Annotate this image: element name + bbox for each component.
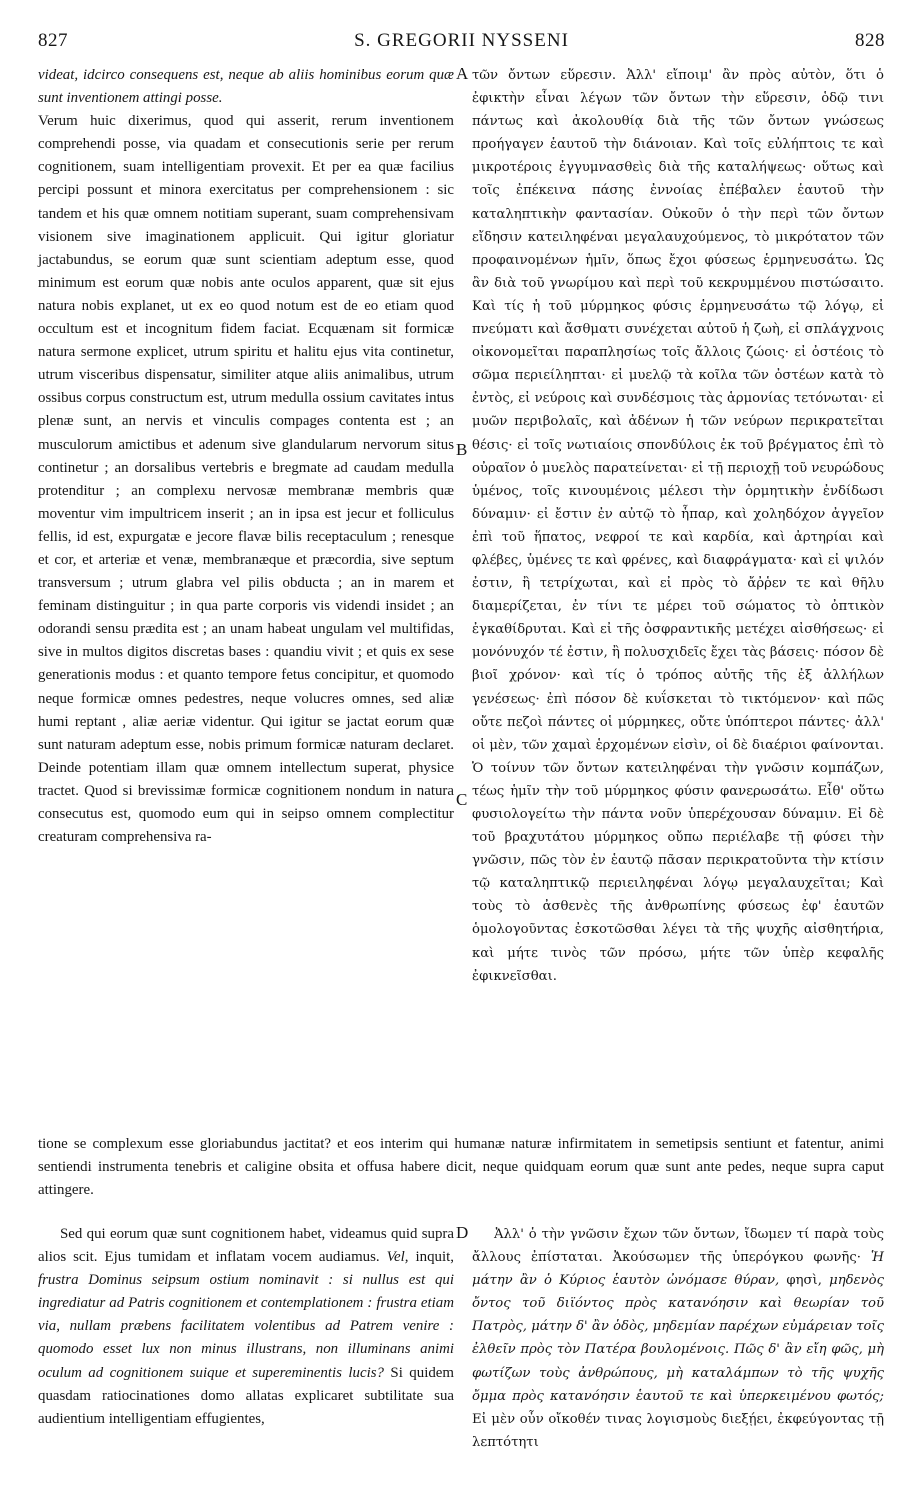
margin-marker-d: D [456,1223,469,1242]
greek-column-bottom [472,1223,884,1454]
latin-wide-paragraph: tione se complexum esse gloriabundus jactitat? et eos interim qui humanæ naturæ infirmitatem in semetipsis sentiunt et fatentur, animi sentiendi instrumenta tenebris et caligine obsita et offusa habere dicit, neque quidquam eorum quæ sunt ante pedes, neque supra caput attingere. [38,1136,884,1199]
greek-quotation: Ἡ μάτην ἂν ὁ Κύριος ἑαυτὸν ὠνόμασε θύραν, [472,1250,884,1289]
latin-bottom-rest: Si quidem quasdam ratiocinationes domo allatas explicaret subtilitate sua audientium intelligentiam effugientes, [38,1364,454,1427]
page-number-left: 827 [38,30,68,51]
page-number-right: 828 [855,30,885,51]
greek-paragraph: τῶν ὄντων εὕρεσιν. Ἀλλ' εἴποιμ' ἂν πρὸς αὐτὸν, ὅτι ὁ ἐφικτὴν εἶναι λέγων τῶν ὄντων τὴν εὕρεσιν, ὁδῷ τινι πάντως καὶ ἀκολουθίᾳ διὰ τῆς τῶν ὄντων γνώσεως προήγαγεν ἑαυτοῦ τὴν διάνοιαν. Καὶ τοῖς εὐλήπτοις τε καὶ μικροτέροις ἐγγυμνασθεὶς διὰ τῆς καταλήψεως· οὕτως καὶ τοῖς ἐπέκεινα πάσης ἐννοίας ἐπέβαλεν ἑαυτοῦ τὴν καταληπτικὴν φαντασίαν. Οὐκοῦν ὁ τὴν περὶ τῶν ὄντων εἴδησιν κατειληφέναι μεγαλαυχούμενος, τὸ μικρότατον τῶν προφαινομένων ἡμῖν, ὅπως ἔχοι φύσεως ἑρμηνευσάτω. Ὡς ἂν διὰ τοῦ γνωρίμου καὶ περὶ τοῦ κεκρυμμένου πιστώσαιτο. Καὶ τίς ἡ τοῦ μύρμηκος φύσις ἑρμηνευσάτω τῷ λόγῳ, εἰ πνεύματι καὶ ἄσθματι συνέχεται αὐτοῦ ἡ ζωὴ, εἰ σπλάγχνοις οἰκονομεῖται παραπλησίως τοῖς ἄλλοις ζώοις· εἰ ὀστέοις τὸ σῶμα περιείληπται· εἰ μυελῷ τὰ κοῖλα τῶν ὀστέων κατὰ τὸ ἐντὸς, εἰ νεύροις καὶ συνδέσμοις τὰς ἁρμονίας τετόνωται· εἰ μυῶν περιβολαῖς, καὶ ἀδένων ἡ τῶν νεύρων περικρατεῖται θέσις· εἰ τοῖς νωτιαίοις σπονδύλοις ἐκ τοῦ βρέγματος ἐπὶ τὸ οὐραῖον ὁ μυελὸς παρατείνεται· εἰ τῇ περιοχῇ τοῦ νευρώδους ὑμένος, τοῖς κινουμένοις μέλεσι τὴν ὁρμητικὴν ἐνδίδωσι δύναμιν· εἰ ἔστιν ἐν αὐτῷ τὸ ἧπαρ, καὶ χοληδόχον ἀγγεῖον ἐπὶ τοῦ ἥπατος, νεφροί τε καὶ καρδία, καὶ ἀρτηρίαι καὶ φλέβες, ὑμένες τε καὶ φρένες, καὶ διαφράγματα· καὶ εἰ ψιλόν ἐστιν, ἢ τετρίχωται, καὶ εἰ πρὸς τὸ ἄῤῥεν τε καὶ θῆλυ διαμερίζεται, ἐν τίνι τε μέρει τοῦ σώματος τὸ ὀπτικὸν ἐγκαθίδρυται. Καὶ εἰ τῆς ὀσφραντικῆς μετέχει αἰσθήσεως· εἰ μονόνυχόν τέ ἐστιν, ἢ πολυσχιδεῖς ἔχει τὰς βάσεις· πόσον δὲ βιοῖ χρόνον· καὶ τίς ὁ τρόπος αὐτῆς τῆς ἐξ ἀλλήλων γενέσεως· ἐπὶ πόσον δὲ κυΐσκεται τὸ τικτόμενον· καὶ πῶς οὔτε πεζοὶ πάντες οἱ μύρμηκες, οὔτε ὑπόπτεροι πάντες· ἀλλ' οἱ μὲν, τῶν χαμαὶ ἑρχομένων εἰσὶν, οἱ δὲ διαέριοι φαίνονται. Ὁ τοίνυν τῶν ὄντων κατειληφέναι τὴν γνῶσιν κομπάζων, τέως ἡμῖν τὴν τοῦ μύρμηκος φύσιν φανερωσάτω. Εἶθ' οὕτω φυσιολογείτω τὴν πάντα νοῦν ὑπερέχουσαν δύναμιν. Εἰ δὲ τοῦ βραχυτάτου μύρμηκος οὔπω περιέλαβε τῇ φύσει τὴν γνῶσιν, πῶς τὸν ἐν ἑαυτῷ πᾶσαν περικρατοῦντα τὴν κτίσιν τῷ καταληπτικῷ περιειληφέναι λόγῳ μεγαλαυχεῖται; Καὶ τοὺς τὸ ἀσθενὲς τῆς ἀνθρωπίνης φύσεως ἐφ' ἑαυτῶν ὁμολογοῦντας ἐσκοτῶσθαι λέγει τὰ τῆς ψυχῆς αἰσθητήρια, καὶ μήτε τινὸς τῶν πρόσω, μήτε τῶν ὑπὲρ κεφαλῆς ἐφικνεῖσθαι. [472,68,884,984]
page-header [38,30,885,56]
latin-quotation: frustra Dominus seipsum ostium nominavit : si nullus est qui ingrediatur ad Patris cognitionem et contemplationem : frustra etiam via, nullam præbens facilitatem volentibus ad Patrem venire : quomodo esset lux non minus illustrans, non illuminans animi oculum ad cognitionem suique et supereminentis lucis? [38,1272,454,1381]
greek-phesi: φησὶ, [786,1273,822,1289]
latin-full-width-text [38,1133,884,1202]
greek-bottom-rest: Εἰ μὲν οὖν οἴκοθέν τινας λογισμοὺς διεξῄει, ἐκφεύγοντας τῇ λεπτότητι [472,1411,884,1450]
latin-bottom-intro: Sed qui eorum quæ sunt cognitionem habet, videamus quid supra alios scit. Ejus tumidam et inflatam vocem audiamus. [38,1226,454,1266]
latin-italic-intro: videat, idcirco consequens est, neque ab aliis hominibus eorum quæ sunt inventionem attingi posse. [38,67,454,107]
latin-inquit: inquit, [415,1249,454,1266]
greek-bottom-paragraph [472,1223,884,1454]
latin-paragraph: Verum huic dixerimus, quod qui asserit, rerum inventionem comprehendi posse, via quadam et consecutionis serie per rerum cognitionem, suam intelligentiam provexit. Et per ea quæ facilius percipi possunt et minora exercitatus per comprehensionem : sic tandem et his quæ omnem notitiam superant, suam comprehensivam visionem sive imaginationem applicuit. Qui igitur gloriatur jactabundus, se eorum quæ sunt scientiam adeptum esse, quod minimum est eorum quæ nobis ante oculos apparent, quæ sit ejus natura nobis explanet, ut ex eo quod notum est de eo etiam quod occultum est et incognitum fidem faciat. Ecquænam sit formicæ natura sermone explicet, utrum spiritu et halitu ejus vita continetur, utrum visceribus dispensatur, similiter atque aliis animalibus, utrum ossibus corpus constructum est, utrum medulla ossium cavitates intus plenæ sunt, an nervis et vinculis compages contenta est ; an musculorum amictibus et adenum sive glandularum nervorum situs continetur ; an dorsalibus vertebris e bregmate ad caudam medulla protenditur ; an complexu nervosæ membranæ membris quæ moventur vim impultricem inserit ; an in ipsa est jecur et folliculus fellis, id est, expurgatæ e jecore flavæ bilis receptaculum ; renesque et cor, et arteriæ et venæ, membranæque et præcordia, sive septum transversum ; utrum glabra vel pilis obducta ; an in marem et feminam distinguitur ; in qua parte corporis vis videndi insidet ; an odorandi sensu prædita est ; an unam habeat ungulam vel multifidas, sive in multos digitos discretas bases : quandiu vivit ; et quis ex sese generationis modus : et quanto tempore fetus concipitur, et quomodo neque formicæ omnes pedestres, neque volucres omnes, sed aliæ humi reptant , aliæ aeriæ videntur. Qui igitur se jactat eorum quæ sunt naturam adeptum esse, nobis primum formicæ naturam declaret. Deinde potentiam illam quæ omnem intellectum superat, physice tractet. Quod si brevissimæ formicæ cognitionem nondum in natura consecutus est, quomodo eum qui in seipso omnem complectitur creaturam comprehensiva ra- [38,113,454,846]
latin-vel: Vel, [386,1249,409,1266]
latin-column-bottom [38,1223,454,1431]
margin-marker-a: A [456,64,469,83]
latin-bottom-paragraph [38,1223,454,1431]
latin-column-top [38,64,454,849]
greek-quotation-continued: μηδενὸς ὄντος τοῦ διϊόντος πρὸς κατανόησιν καὶ θεωρίαν τοῦ Πατρὸς, μάτην δ' ἂν ὁδὸς, μηδεμίαν παρέχων εὐμάρειαν τοῖς ἐλθεῖν πρὸς τὸν Πατέρα βουλομένοις. Πῶς δ' ἂν εἴη φῶς, μὴ φωτίζων τοὺς ἀνθρώπους, μὴ καταλάμπων τὸ τῆς ψυχῆς ὄμμα πρὸς κατανόησιν ἑαυτοῦ τε καὶ ὑπερκειμένου φωτός; [472,1273,884,1404]
greek-column-top [472,64,884,988]
margin-marker-b: B [456,440,468,459]
margin-marker-c: C [456,790,468,809]
running-title: S. GREGORII NYSSENI [354,30,569,51]
greek-bottom-intro: Ἀλλ' ὁ τὴν γνῶσιν ἔχων τῶν ὄντων, ἴδωμεν τί παρὰ τοὺς ἄλλους ἐπίσταται. Ἀκούσωμεν τῆς ὑπερόγκου φωνῆς· [472,1227,884,1266]
